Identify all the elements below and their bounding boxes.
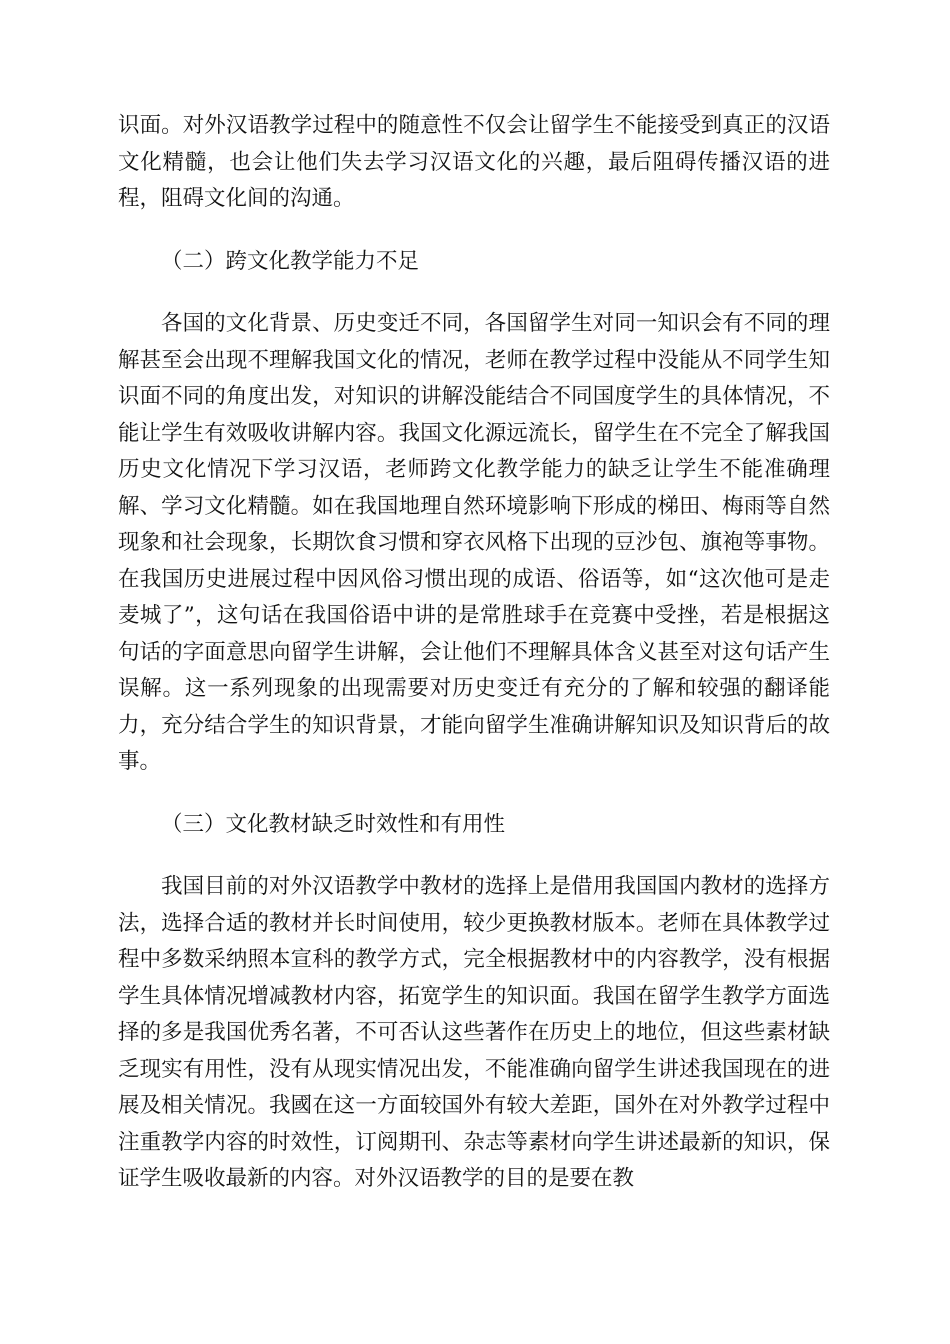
paragraph-cross-cultural: 各国的文化背景、历史变迁不同，各国留学生对同一知识会有不同的理解甚至会出现不理解我国文化的情况，老师在教学过程中没能从不同学生知识面不同的角度出发，对知识的讲解没能结合不同国度学生的具体情况，不能让学生有效吸收讲解内容。我国文化源远流长，留学生在不完全了解我国历史文化情况下学习汉语，老师跨文化教学能力的缺乏让学生不能准确理解、学习文化精髓。如在我国地理自然环境影响下形成的梯田、梅雨等自然现象和社会现象，长期饮食习惯和穿衣风格下出现的豆沙包、旗袍等事物。在我国历史进展过程中因风俗习惯出现的成语、俗语等，如“这次他可是走麦城了”，这句话在我国俗语中讲的是常胜球手在竞赛中受挫，若是根据这句话的字面意思向留学生讲解，会让他们不理解具体含义甚至对这句话产生误解。这一系列现象的出现需要对历史变迁有充分的了解和较强的翻译能力，充分结合学生的知识背景，才能向留学生准确讲解知识及知识背后的故事。 bbox=[118, 311, 830, 774]
paragraph-textbooks: 我国目前的对外汉语教学中教材的选择上是借用我国国内教材的选择方法，选择合适的教材并长时间使用，较少更换教材版本。老师在具体教学过程中多数采纳照本宣科的教学方式，完全根据教材中的内容教学，没有根据学生具体情况增减教材内容，拓宽学生的知识面。我国在留学生教学方面选择的多是我国优秀名著，不可否认这些著作在历史上的地位，但这些素材缺乏现实有用性，没有从现实情况出发，不能准确向留学生讲述我国现在的进展及相关情况。我國在这一方面较国外有较大差距，国外在对外教学过程中注重教学内容的时效性，订阅期刊、杂志等素材向学生讲述最新的知识，保证学生吸收最新的内容。对外汉语教学的目的是要在教 bbox=[118, 874, 830, 1191]
paragraph-continuation: 识面。对外汉语教学过程中的随意性不仅会让留学生不能接受到真正的汉语文化精髓，也会让他们失去学习汉语文化的兴趣，最后阻碍传播汉语的进程，阻碍文化间的沟通。 bbox=[118, 113, 830, 211]
section-heading-2: （二）跨文化教学能力不足 bbox=[161, 248, 420, 274]
section-heading-3: （三）文化教材缺乏时效性和有用性 bbox=[161, 811, 506, 837]
